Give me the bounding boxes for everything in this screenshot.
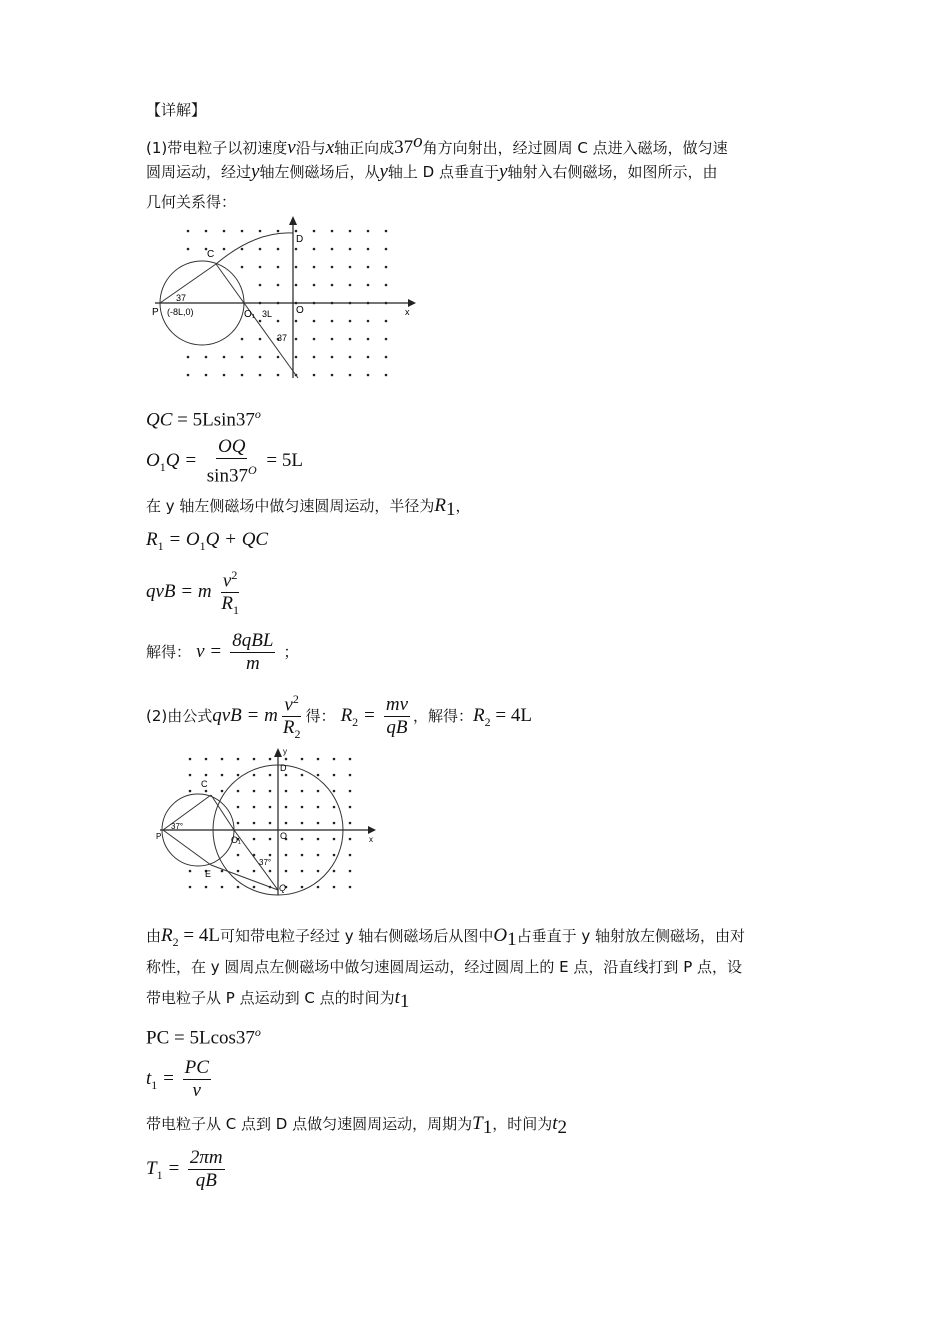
label-E-2: E — [205, 869, 212, 879]
x-arrow-1 — [408, 299, 416, 307]
field-dot — [223, 374, 226, 377]
label-O1-2: O₁ — [231, 835, 242, 845]
field-dot — [269, 806, 272, 809]
field-dot — [285, 870, 288, 873]
field-dot — [205, 230, 208, 233]
field-dot — [241, 374, 244, 377]
field-dot — [367, 248, 370, 251]
part1-line3: 几何关系得： — [146, 193, 237, 211]
field-dot — [285, 790, 288, 793]
field-dot — [349, 266, 352, 269]
field-dot — [285, 854, 288, 857]
part1-line2: 圆周运动，经过y轴左侧磁场后，从y轴上 D 点垂直于y轴射入右侧磁场，如图所示，由 — [146, 161, 718, 182]
field-dot — [241, 356, 244, 359]
field-dot — [367, 356, 370, 359]
field-dot — [331, 266, 334, 269]
field-dot — [385, 230, 388, 233]
field-dot — [317, 822, 320, 825]
field-dot — [205, 774, 208, 777]
field-dot — [285, 758, 288, 761]
field-dot — [189, 790, 192, 793]
line-c-o1-2 — [211, 795, 234, 830]
field-dot — [349, 338, 352, 341]
field-dot — [333, 838, 336, 841]
field-dot — [237, 886, 240, 889]
field-dot — [301, 774, 304, 777]
eq-t1: $t_1$ = $\frac{PC}{v}$ — [146, 1057, 209, 1102]
field-dot — [331, 230, 334, 233]
field-dot — [223, 248, 226, 251]
label-O1-1: O₁ — [244, 309, 256, 320]
part1-line1: (1)带电粒子以初速度v沿与x轴正向成37$^o$角方向射出，经过圆周 C 点进入磁场，做匀速 — [146, 131, 728, 158]
field-dot — [237, 822, 240, 825]
field-dot — [301, 870, 304, 873]
section-heading: 【详解】 — [146, 101, 207, 119]
field-dot — [367, 320, 370, 323]
field-dot — [205, 758, 208, 761]
field-dot — [223, 356, 226, 359]
field-dot — [349, 870, 352, 873]
field-dot — [333, 758, 336, 761]
field-dot — [331, 320, 334, 323]
part2-line1: (2)由公式qvB = m $\frac{v^2}{R_2}$ 得： $R_2$ = $\frac{mv}{qB}$ ，解得：$R_2 = 4L$ — [146, 688, 532, 747]
field-dot — [221, 886, 224, 889]
field-dot — [313, 338, 316, 341]
field-dot — [237, 806, 240, 809]
field-dot — [301, 806, 304, 809]
label-O-1: O — [296, 305, 304, 316]
field-dot — [259, 266, 262, 269]
field-dot — [259, 374, 262, 377]
field-dot — [187, 230, 190, 233]
field-dot — [237, 758, 240, 761]
field-dot — [349, 374, 352, 377]
field-dot — [333, 886, 336, 889]
field-dot — [277, 266, 280, 269]
field-dot — [301, 886, 304, 889]
field-dot — [385, 284, 388, 287]
field-dot — [205, 790, 208, 793]
field-dot — [187, 356, 190, 359]
field-dot — [313, 230, 316, 233]
line-e-p-2 — [163, 830, 211, 865]
field-dot — [259, 338, 262, 341]
field-dot — [241, 230, 244, 233]
field-dot — [367, 284, 370, 287]
label-y-2: y — [283, 747, 287, 756]
field-dot — [189, 774, 192, 777]
field-dot — [277, 356, 280, 359]
field-dot — [349, 838, 352, 841]
field-dot — [241, 338, 244, 341]
field-dot — [385, 338, 388, 341]
field-dot — [385, 320, 388, 323]
field-dot — [205, 356, 208, 359]
label-angle-b-1: 37 — [277, 333, 288, 343]
eq-pc: PC = $5Lcos37^o$ — [146, 1025, 261, 1049]
field-dot — [313, 284, 316, 287]
field-dot — [221, 790, 224, 793]
field-dot — [295, 320, 298, 323]
field-dot — [253, 838, 256, 841]
field-dot — [301, 838, 304, 841]
field-dot — [259, 230, 262, 233]
arc-c-to-d — [216, 233, 293, 264]
text-r1: 在 y 轴左侧磁场中做匀速圆周运动，半径为$R_1$， — [146, 495, 471, 520]
field-dot — [331, 356, 334, 359]
field-dot — [385, 266, 388, 269]
field-dot — [385, 248, 388, 251]
text2-line3: 带电粒子从 P 点运动到 C 点的时间为$t_1$ — [146, 987, 410, 1012]
field-dot — [259, 356, 262, 359]
field-dot — [301, 758, 304, 761]
field-dot — [333, 870, 336, 873]
field-dot — [313, 374, 316, 377]
field-dot — [333, 806, 336, 809]
field-dot — [277, 230, 280, 233]
field-dot — [187, 248, 190, 251]
eq-qvb-1: qvB = m $\frac{v^2}{R_1}$ — [146, 564, 244, 621]
field-dot — [253, 870, 256, 873]
field-dot — [385, 374, 388, 377]
field-dot — [277, 374, 280, 377]
field-dot — [237, 854, 240, 857]
field-dot — [205, 374, 208, 377]
field-dot — [189, 886, 192, 889]
label-Q-2: Q — [279, 883, 287, 893]
field-dot — [285, 774, 288, 777]
field-dot — [349, 320, 352, 323]
field-dot — [317, 758, 320, 761]
field-dot — [259, 248, 262, 251]
field-dot — [269, 838, 272, 841]
field-dot — [367, 338, 370, 341]
field-dot — [331, 284, 334, 287]
field-dot — [349, 248, 352, 251]
eq-qc: QC = $5Lsin37^o$ — [146, 407, 261, 431]
field-dot — [333, 854, 336, 857]
field-dot — [349, 806, 352, 809]
field-dot — [237, 774, 240, 777]
field-dot — [277, 320, 280, 323]
field-dot — [317, 870, 320, 873]
field-dot — [277, 248, 280, 251]
field-dot — [349, 758, 352, 761]
text2-line2: 称性，在 y 圆周点左侧磁场中做匀速圆周运动，经过圆周上的 E 点，沿直线打到 P 点，设 — [146, 958, 743, 976]
field-dot — [269, 854, 272, 857]
field-dot — [331, 338, 334, 341]
field-dot — [301, 790, 304, 793]
field-dot — [269, 758, 272, 761]
field-dot — [317, 886, 320, 889]
line-p-c — [160, 264, 216, 303]
field-dot — [301, 822, 304, 825]
field-dot — [253, 758, 256, 761]
field-dot — [349, 822, 352, 825]
field-dot — [295, 248, 298, 251]
field-dot — [187, 374, 190, 377]
field-dot — [259, 284, 262, 287]
eq-T1: $T_1$ = $\frac{2\pi m}{qB}$ — [146, 1147, 223, 1192]
label-37-a-2: 37° — [171, 822, 184, 831]
text-period: 带电粒子从 C 点到 D 点做匀速圆周运动，周期为$T_1$，时间为$t_2$ — [146, 1113, 567, 1138]
field-dot — [285, 822, 288, 825]
field-dot — [237, 870, 240, 873]
field-dot — [333, 774, 336, 777]
field-dot — [221, 774, 224, 777]
field-dot — [295, 338, 298, 341]
field-dot — [349, 886, 352, 889]
field-dot — [223, 230, 226, 233]
field-dot — [259, 320, 262, 323]
field-dot — [349, 356, 352, 359]
label-O-2: O — [280, 831, 288, 841]
figure-1 — [150, 213, 420, 383]
label-x-1: x — [405, 307, 410, 317]
label-C-2: C — [201, 779, 208, 789]
field-dot — [349, 854, 352, 857]
field-dot — [241, 266, 244, 269]
field-dot — [205, 886, 208, 889]
field-dot — [333, 822, 336, 825]
field-dot — [253, 886, 256, 889]
field-dot — [241, 248, 244, 251]
x-arrow-2 — [368, 826, 376, 834]
field-dot — [317, 806, 320, 809]
field-dot — [385, 356, 388, 359]
label-37-b-2: 37° — [259, 858, 272, 867]
field-dot — [333, 790, 336, 793]
field-dot — [313, 266, 316, 269]
field-dot — [285, 806, 288, 809]
field-dot — [221, 758, 224, 761]
field-dot — [349, 284, 352, 287]
label-angle-a-1: 37 — [176, 293, 187, 303]
field-dot — [349, 774, 352, 777]
figure-2 — [155, 745, 380, 900]
label-D-1: D — [296, 234, 304, 245]
field-dot — [269, 822, 272, 825]
field-dot — [313, 248, 316, 251]
eq-r1: $R_1 = O_1Q$ + QC — [146, 529, 269, 553]
field-dot — [237, 790, 240, 793]
field-dot — [269, 870, 272, 873]
field-dot — [189, 758, 192, 761]
field-dot — [349, 790, 352, 793]
field-dot — [317, 774, 320, 777]
field-dot — [221, 870, 224, 873]
field-dot — [253, 806, 256, 809]
field-dot — [367, 266, 370, 269]
label-P-1: P — [152, 307, 159, 318]
field-dot — [295, 284, 298, 287]
field-dot — [367, 374, 370, 377]
field-dot — [331, 248, 334, 251]
field-dot — [277, 284, 280, 287]
field-dot — [253, 774, 256, 777]
eq-o1q: $O_1Q$ = $\frac{OQ}{\sin 37^O}$ = 5L — [146, 436, 303, 487]
field-dot — [189, 870, 192, 873]
field-dot — [317, 838, 320, 841]
y-arrow-1 — [289, 216, 297, 225]
label-x-2: x — [369, 835, 373, 844]
y-arrow-2 — [274, 748, 282, 757]
label-C-1: C — [207, 249, 215, 260]
field-dot — [295, 230, 298, 233]
text2-line1: 由$R_2 = 4L$可知带电粒子经过 y 轴右侧磁场后从图中$O_1$占垂直于 y 轴射放左侧磁场，由对 — [146, 925, 746, 950]
field-dot — [269, 790, 272, 793]
field-dot — [331, 374, 334, 377]
label-P-coord-1: (-8L,0) — [167, 307, 194, 317]
field-dot — [317, 790, 320, 793]
field-dot — [313, 356, 316, 359]
field-dot — [313, 320, 316, 323]
field-dot — [253, 822, 256, 825]
field-dot — [317, 854, 320, 857]
field-dot — [367, 230, 370, 233]
field-dot — [295, 266, 298, 269]
field-dot — [269, 774, 272, 777]
field-dot — [349, 230, 352, 233]
field-dot — [253, 790, 256, 793]
field-dot — [295, 356, 298, 359]
eq-v-solution: 解得： v = $\frac{\text{8qBL}}{m}$ ； — [146, 630, 299, 674]
line-c-o1 — [216, 264, 244, 303]
label-P-2: P — [156, 832, 162, 841]
label-D-2: D — [280, 763, 287, 773]
label-3L-1: 3L — [262, 309, 273, 319]
field-dot — [301, 854, 304, 857]
